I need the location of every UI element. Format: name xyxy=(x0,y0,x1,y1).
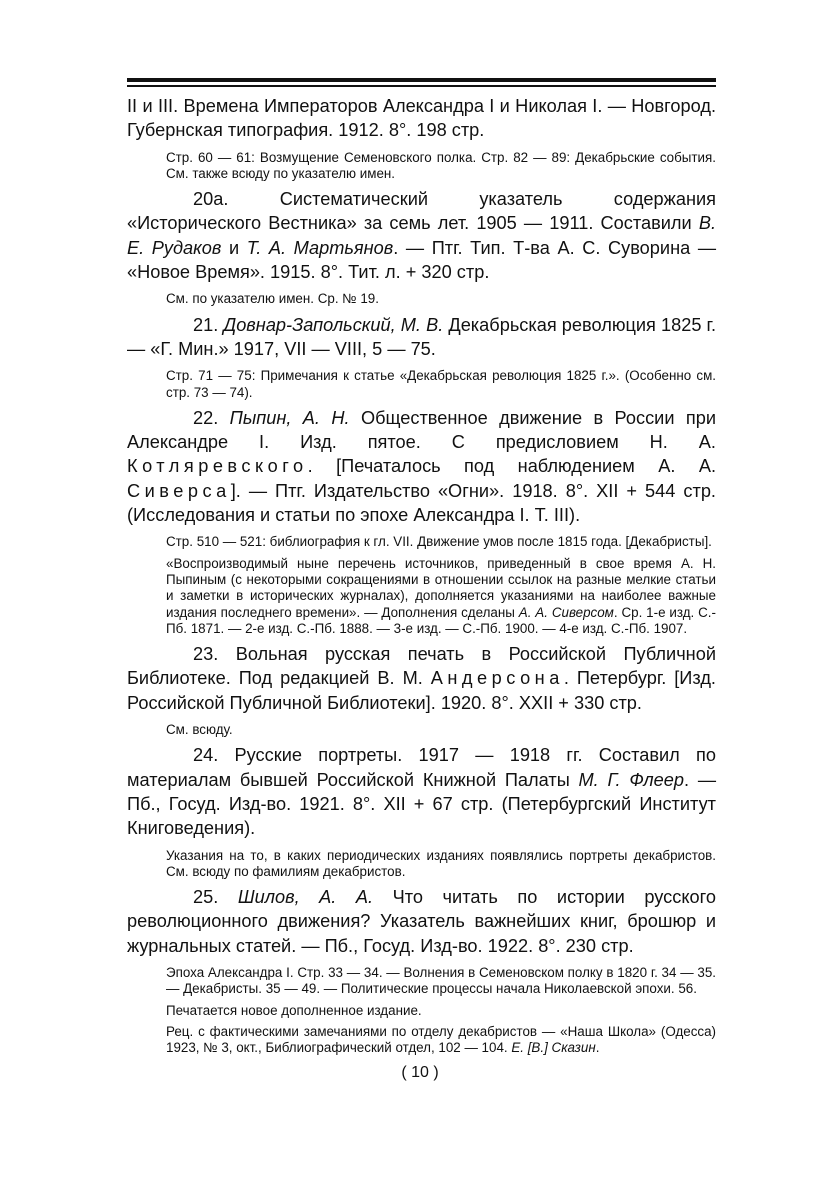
entry-22-note-2: «Воспроизводимый ныне перечень источников, приведенный в свое время А. Н. Пыпиным (с некоторыми сокращениями в отношении ссылок на разные мелкие статьи и заметки в исторических журналах), дополняется указаниями на наиболее важные издания последнего времени». — Дополнения сделаны А. А. Сиверсом. Ср. 1-е изд. С.-Пб. 1871. — 2-е изд. С.-Пб. 1888. — 3-е изд. — С.-Пб. 1900. — 4-е изд. С.-Пб. 1907. xyxy=(166,555,716,636)
entry-21: 21. Довнар-Запольский, М. В. Декабрьская революция 1825 г. — «Г. Мин.» 1917, VII — VIII, 5 — 75. xyxy=(127,314,717,359)
entry-20a: 20а. Систематический указатель содержания «Исторического Вестника» за семь лет. 1905 — 1911. Составили В. Е. Рудаков и Т. А. Мартьянов. — Птг. Тип. Т-ва А. С. Суворина — «Новое Время». 1915. 8°. Тит. л. + 320 стр. xyxy=(127,189,717,283)
entry-25-note-2: Печатается новое дополненное издание. xyxy=(166,1002,422,1018)
entry-24-note: Указания на то, в каких периодических изданиях появлялись портреты декабристов. См. всюду по фамилиям декабристов. xyxy=(166,847,716,879)
header-rule-thick xyxy=(127,78,716,82)
entry-20-continuation: II и III. Времена Императоров Александра I и Николая I. — Новгород. Губернская типография. 1912. 8°. 198 стр. xyxy=(127,96,716,141)
entry-25: 25. Шилов, А. А. Что читать по истории русского революционного движения? Указатель важнейших книг, брошюр и журнальных статей. — Пб., Госуд. Изд-во. 1922. 8°. 230 стр. xyxy=(127,887,716,956)
entry-25-note-1: Эпоха Александра I. Стр. 33 — 34. — Волнения в Семеновском полку в 1820 г. 34 — 35. — Декабристы. 35 — 49. — Политические процессы начала Николаевской эпохи. 56. xyxy=(166,964,716,997)
entry-20a-note: См. по указателю имен. Ср. № 19. xyxy=(166,291,379,307)
entry-22: 22. Пыпин, А. Н. Общественное движение в России при Александре I. Изд. пятое. С предисловием Н. А. Котляревского. [Печаталось под наблюдением А. А. Сиверса]. — Птг. Издательство «Огни». 1918. 8°. XII + 544 стр. (Исследования и статьи по эпохе Александра I. Т. III). xyxy=(127,407,716,526)
entry-24: 24. Русские портреты. 1917 — 1918 гг. Составил по материалам бывшей Российской Книжной Палаты М. Г. Флеер. — Пб., Госуд. Изд-во. 1921. 8°. XII + 67 стр. (Петербургский Институт Книговедения). xyxy=(127,745,717,839)
entry-23-note: См. всюду. xyxy=(166,722,233,738)
entry-23: 23. Вольная русская печать в Российской Публичной Библиотеке. Под редакцией В. М. Андерсона. Петербург. [Изд. Российской Публичной Библиотеки]. 1920. 8°. XXII + 330 стр. xyxy=(127,644,716,713)
entry-21-note: Стр. 71 — 75: Примечания к статье «Декабрьская революция 1825 г.». (Особенно см. стр. 73 — 74). xyxy=(166,368,716,400)
entry-20-note: Стр. 60 — 61: Возмущение Семеновского полка. Стр. 82 — 89: Декабрьские события. См. также всюду по указателю имен. xyxy=(166,149,716,181)
page-number: ( 10 ) xyxy=(401,1064,439,1081)
header-rule-thin xyxy=(127,85,716,87)
entry-22-note-1: Стр. 510 — 521: библиография к гл. VII. Движение умов после 1815 года. [Декабристы]. xyxy=(166,534,712,550)
entry-25-note-3: Рец. с фактическими замечаниями по отделу декабристов — «Наша Школа» (Одесса) 1923, № 3, окт., Библиографический отдел, 102 — 104. Е. [В.] Сказин. xyxy=(166,1023,716,1056)
text-column xyxy=(127,94,716,1061)
